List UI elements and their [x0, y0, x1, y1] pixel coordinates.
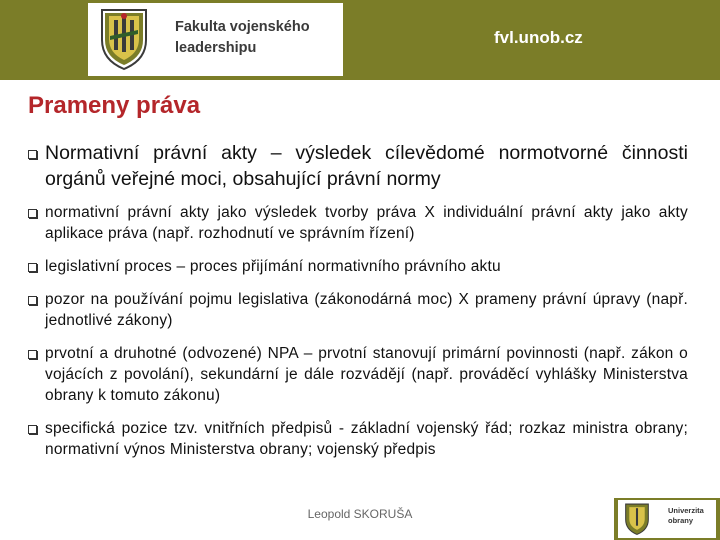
hollow-square-icon — [28, 296, 37, 305]
hollow-square-icon — [28, 209, 37, 218]
university-logo-panel — [618, 500, 716, 538]
author-name: Leopold SKORUŠA — [307, 507, 413, 521]
list-item — [28, 256, 688, 277]
item-text: pozor na používání pojmu legislativa (zákonodárná moc) X prameny právní úpravy (např. jednotlivé zákony) — [45, 291, 688, 329]
faculty-logo[interactable] — [88, 3, 343, 76]
hollow-square-icon — [28, 425, 37, 434]
list-item — [28, 289, 688, 331]
slide-title: Prameny práva — [28, 92, 201, 119]
hollow-square-icon — [28, 150, 37, 159]
university-name: Univerzita obrany — [668, 506, 704, 525]
list-item — [28, 140, 688, 192]
faculty-name: Fakulta vojenského leadershipu — [175, 19, 310, 56]
hollow-square-icon — [28, 263, 37, 272]
list-item — [28, 418, 688, 460]
list-item — [28, 202, 688, 244]
military-crest-icon — [622, 502, 652, 536]
military-crest-icon — [96, 6, 152, 72]
item-text: normativní právní akty jako výsledek tvorby práva X individuální právní akty jako akty aplikace práva (např. rozhodnutí ve správním řízení) — [45, 204, 688, 242]
list-item — [28, 343, 688, 406]
bullet-list — [28, 140, 688, 460]
item-text: legislativní proces – proces přijímání normativního právního aktu — [45, 258, 501, 275]
hollow-square-icon — [28, 350, 37, 359]
item-text: specifická pozice tzv. vnitřních předpisů - základní vojenský řád; rozkaz ministra obrany; normativní výnos Ministerstva obrany; vojenský předpis — [45, 420, 688, 458]
site-url[interactable]: fvl.unob.cz — [494, 28, 583, 47]
university-logo — [614, 498, 720, 540]
item-text: Normativní právní akty – výsledek cílevědomé normotvorné činnosti orgánů veřejné moci, obsahující právní normy — [45, 142, 688, 190]
item-text: prvotní a druhotné (odvozené) NPA – prvotní stanovují primární povinnosti (např. zákon o vojácích z povolání), sekundární je dále rozvádějí (např. prováděcí vyhlášky Ministerstva obrany k tomuto zákonu) — [45, 345, 688, 404]
header-bar — [0, 0, 720, 80]
